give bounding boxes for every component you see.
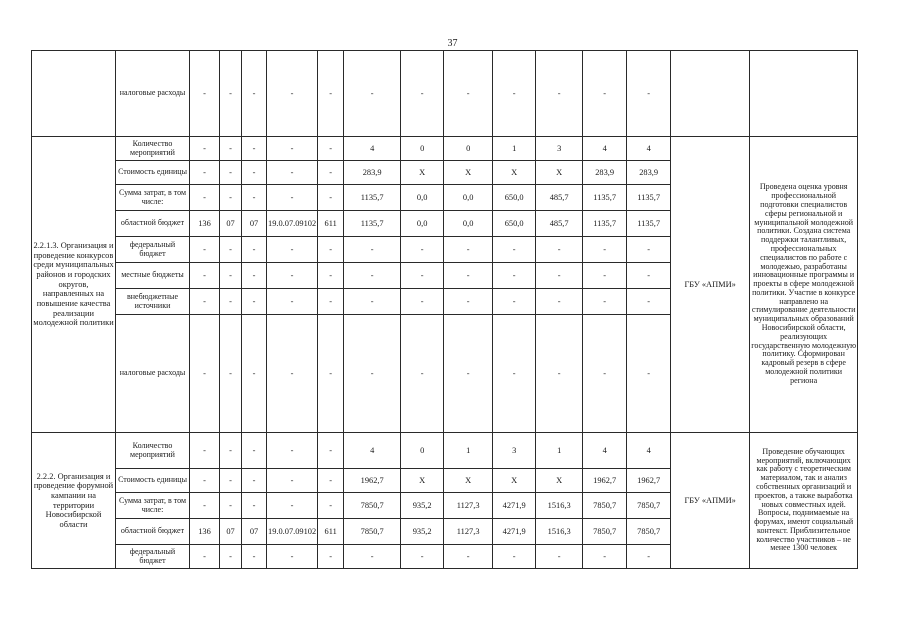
gr-code: 136	[190, 211, 220, 237]
pr-code: -	[242, 289, 267, 315]
y2021-value: 1127,3	[444, 519, 493, 545]
y2025-value: 1135,7	[627, 211, 671, 237]
gr-code: -	[190, 493, 220, 519]
total-value: 1135,7	[344, 185, 401, 211]
measure-label: Стоимость единицы	[116, 469, 190, 493]
y2020-value: -	[401, 263, 444, 289]
gr-code: -	[190, 469, 220, 493]
y2022-value: -	[493, 237, 536, 263]
gr-code: -	[190, 161, 220, 185]
pr-code: -	[242, 545, 267, 569]
y2025-value: -	[627, 289, 671, 315]
y2020-value: 935,2	[401, 493, 444, 519]
total-value: 1962,7	[344, 469, 401, 493]
y2022-value: -	[493, 263, 536, 289]
y2024-value: 7850,7	[583, 493, 627, 519]
rz-code: -	[220, 289, 242, 315]
y2022-value: -	[493, 545, 536, 569]
y2023-value: 1516,3	[536, 493, 583, 519]
y2022-value: Х	[493, 469, 536, 493]
y2022-value: 1	[493, 137, 536, 161]
measure-label: областной бюджет	[116, 211, 190, 237]
y2024-value: -	[583, 263, 627, 289]
y2024-value: 4	[583, 433, 627, 469]
y2022-value: 4271,9	[493, 519, 536, 545]
rz-code: -	[220, 263, 242, 289]
measure-label: Количество мероприятий	[116, 137, 190, 161]
measure-label: местные бюджеты	[116, 263, 190, 289]
y2023-value: -	[536, 263, 583, 289]
y2025-value: 283,9	[627, 161, 671, 185]
y2025-value: -	[627, 237, 671, 263]
gr-code: -	[190, 263, 220, 289]
y2022-value: 650,0	[493, 185, 536, 211]
y2020-value: -	[401, 545, 444, 569]
measure-label: Стоимость единицы	[116, 161, 190, 185]
y2023-value: -	[536, 315, 583, 433]
rz-code: 07	[220, 211, 242, 237]
y2020-value: Х	[401, 469, 444, 493]
y2025-value: -	[627, 51, 671, 137]
y2020-value: -	[401, 51, 444, 137]
cs-code: -	[267, 433, 318, 469]
y2021-value: Х	[444, 161, 493, 185]
vr-code: -	[318, 137, 344, 161]
measure-label: областной бюджет	[116, 519, 190, 545]
pr-code: 07	[242, 211, 267, 237]
pr-code: -	[242, 185, 267, 211]
vr-code: -	[318, 161, 344, 185]
expected-result: Проведение обучающих мероприятий, включающих как работу с теоретическим материалом, так и анализ собственных организаций и проектов, а также выработка новых совместных идей. Вопросы, поднимаемые на форумах, имеют социальный контекст. Приблизительное количество участников – не менее 1300 человек	[750, 433, 858, 569]
y2021-value: 0,0	[444, 185, 493, 211]
cs-code: -	[267, 263, 318, 289]
y2024-value: -	[583, 237, 627, 263]
y2023-value: Х	[536, 161, 583, 185]
rz-code: -	[220, 137, 242, 161]
pr-code: -	[242, 315, 267, 433]
table-row-top	[32, 51, 858, 137]
gr-code: -	[190, 545, 220, 569]
pr-code: -	[242, 433, 267, 469]
total-value: 7850,7	[344, 519, 401, 545]
y2020-value: 0	[401, 137, 444, 161]
rz-code: -	[220, 315, 242, 433]
y2022-value: -	[493, 51, 536, 137]
total-value: -	[344, 545, 401, 569]
y2020-value: 0,0	[401, 185, 444, 211]
vr-code: -	[318, 469, 344, 493]
y2023-value: -	[536, 51, 583, 137]
empty-name-cell	[32, 51, 116, 137]
y2020-value: -	[401, 289, 444, 315]
y2021-value: 0,0	[444, 211, 493, 237]
y2025-value: 4	[627, 137, 671, 161]
y2023-value: 485,7	[536, 185, 583, 211]
rz-code: -	[220, 161, 242, 185]
y2020-value: Х	[401, 161, 444, 185]
y2024-value: 1135,7	[583, 211, 627, 237]
rz-code: -	[220, 493, 242, 519]
expected-result: Проведена оценка уровня профессиональной подготовки специалистов сферы региональной и муниципальной молодежной политики. Создана система поддержки талантливых, профессиональных специалистов по работе с молодежью, разработаны инновационные программы и проекты в сфере молодежной политики. Участие в конкурсе направлено на стимулирование деятельности муниципальных образований Новосибирской области, реализующих государственную молодежную политику. Сформирован кадровый резерв в сфере молодежной политики региона	[750, 137, 858, 433]
total-value: 1135,7	[344, 211, 401, 237]
y2023-value: 3	[536, 137, 583, 161]
y2024-value: 7850,7	[583, 519, 627, 545]
y2024-value: 1962,7	[583, 469, 627, 493]
total-value: -	[344, 237, 401, 263]
pr-code: -	[242, 137, 267, 161]
vr-code: -	[318, 315, 344, 433]
cs-code: 19.0.07.09102	[267, 211, 318, 237]
y2025-value: -	[627, 263, 671, 289]
y2020-value: 0	[401, 433, 444, 469]
y2025-value: 7850,7	[627, 519, 671, 545]
cs-code: -	[267, 137, 318, 161]
y2023-value: -	[536, 237, 583, 263]
total-value: 283,9	[344, 161, 401, 185]
total-value: -	[344, 263, 401, 289]
y2020-value: -	[401, 237, 444, 263]
vr-code: -	[318, 263, 344, 289]
gr-code: -	[190, 289, 220, 315]
cs-code: -	[267, 185, 318, 211]
vr-code: -	[318, 493, 344, 519]
pr-code: -	[242, 237, 267, 263]
y2024-value: 1135,7	[583, 185, 627, 211]
total-value: 7850,7	[344, 493, 401, 519]
cs-code: -	[267, 51, 318, 137]
rz-code: -	[220, 51, 242, 137]
y2024-value: -	[583, 315, 627, 433]
y2020-value: 935,2	[401, 519, 444, 545]
vr-code: -	[318, 51, 344, 137]
y2020-value: 0,0	[401, 211, 444, 237]
y2023-value: 1516,3	[536, 519, 583, 545]
measure-label: Сумма затрат, в том числе:	[116, 185, 190, 211]
cs-code: -	[267, 161, 318, 185]
gr-code: -	[190, 237, 220, 263]
y2021-value: -	[444, 315, 493, 433]
vr-code: -	[318, 545, 344, 569]
y2022-value: -	[493, 289, 536, 315]
y2025-value: -	[627, 545, 671, 569]
gr-code: -	[190, 137, 220, 161]
measure-label: Сумма затрат, в том числе:	[116, 493, 190, 519]
pr-code: -	[242, 161, 267, 185]
rz-code: -	[220, 237, 242, 263]
activity-name: 2.2.1.3. Организация и проведение конкурсов среди муниципальных районов и городских округов, направленных на повышение качества реализации молодежной политики	[32, 137, 116, 433]
y2020-value: -	[401, 315, 444, 433]
y2022-value: -	[493, 315, 536, 433]
measure-label: федеральный бюджет	[116, 545, 190, 569]
y2021-value: -	[444, 51, 493, 137]
gr-code: -	[190, 433, 220, 469]
y2021-value: 1	[444, 433, 493, 469]
y2023-value: -	[536, 289, 583, 315]
y2025-value: 1135,7	[627, 185, 671, 211]
measure-label: федеральный бюджет	[116, 237, 190, 263]
vr-code: -	[318, 289, 344, 315]
y2024-value: 283,9	[583, 161, 627, 185]
total-value: 4	[344, 433, 401, 469]
executor-name: ГБУ «АПМИ»	[671, 433, 750, 569]
pr-code: -	[242, 469, 267, 493]
y2023-value: -	[536, 545, 583, 569]
y2021-value: -	[444, 237, 493, 263]
y2022-value: 650,0	[493, 211, 536, 237]
page-number: 37	[447, 38, 458, 49]
rz-code: -	[220, 185, 242, 211]
rz-code: 07	[220, 519, 242, 545]
executor-name: ГБУ «АПМИ»	[671, 137, 750, 433]
y2022-value: Х	[493, 161, 536, 185]
y2023-value: 485,7	[536, 211, 583, 237]
empty-executor-cell	[671, 51, 750, 137]
vr-code: 611	[318, 211, 344, 237]
gr-code: -	[190, 51, 220, 137]
y2025-value: 7850,7	[627, 493, 671, 519]
table-row	[32, 433, 858, 469]
pr-code: -	[242, 51, 267, 137]
vr-code: 611	[318, 519, 344, 545]
cs-code: -	[267, 493, 318, 519]
measure-label: внебюджетные источники	[116, 289, 190, 315]
total-value: -	[344, 289, 401, 315]
vr-code: -	[318, 185, 344, 211]
y2021-value: -	[444, 545, 493, 569]
total-value: -	[344, 315, 401, 433]
y2024-value: 4	[583, 137, 627, 161]
gr-code: -	[190, 185, 220, 211]
vr-code: -	[318, 237, 344, 263]
measure-label: налоговые расходы	[116, 51, 190, 137]
y2022-value: 3	[493, 433, 536, 469]
total-value: 4	[344, 137, 401, 161]
empty-result-cell	[750, 51, 858, 137]
rz-code: -	[220, 545, 242, 569]
table-body	[32, 51, 858, 569]
budget-table	[31, 50, 858, 569]
y2021-value: -	[444, 289, 493, 315]
gr-code: -	[190, 315, 220, 433]
y2021-value: 0	[444, 137, 493, 161]
vr-code: -	[318, 433, 344, 469]
pr-code: -	[242, 493, 267, 519]
rz-code: -	[220, 469, 242, 493]
measure-label: налоговые расходы	[116, 315, 190, 433]
gr-code: 136	[190, 519, 220, 545]
y2023-value: 1	[536, 433, 583, 469]
y2025-value: 4	[627, 433, 671, 469]
y2024-value: -	[583, 51, 627, 137]
y2025-value: -	[627, 315, 671, 433]
cs-code: -	[267, 469, 318, 493]
cs-code: -	[267, 237, 318, 263]
total-value: -	[344, 51, 401, 137]
measure-label: Количество мероприятий	[116, 433, 190, 469]
y2021-value: Х	[444, 469, 493, 493]
rz-code: -	[220, 433, 242, 469]
y2021-value: -	[444, 263, 493, 289]
cs-code: 19.0.07.09102	[267, 519, 318, 545]
table-row	[32, 137, 858, 161]
cs-code: -	[267, 289, 318, 315]
y2021-value: 1127,3	[444, 493, 493, 519]
cs-code: -	[267, 315, 318, 433]
y2025-value: 1962,7	[627, 469, 671, 493]
pr-code: -	[242, 263, 267, 289]
y2022-value: 4271,9	[493, 493, 536, 519]
cs-code: -	[267, 545, 318, 569]
activity-name: 2.2.2. Организация и проведение форумной кампании на территории Новосибирской области	[32, 433, 116, 569]
y2024-value: -	[583, 289, 627, 315]
y2023-value: Х	[536, 469, 583, 493]
pr-code: 07	[242, 519, 267, 545]
y2024-value: -	[583, 545, 627, 569]
